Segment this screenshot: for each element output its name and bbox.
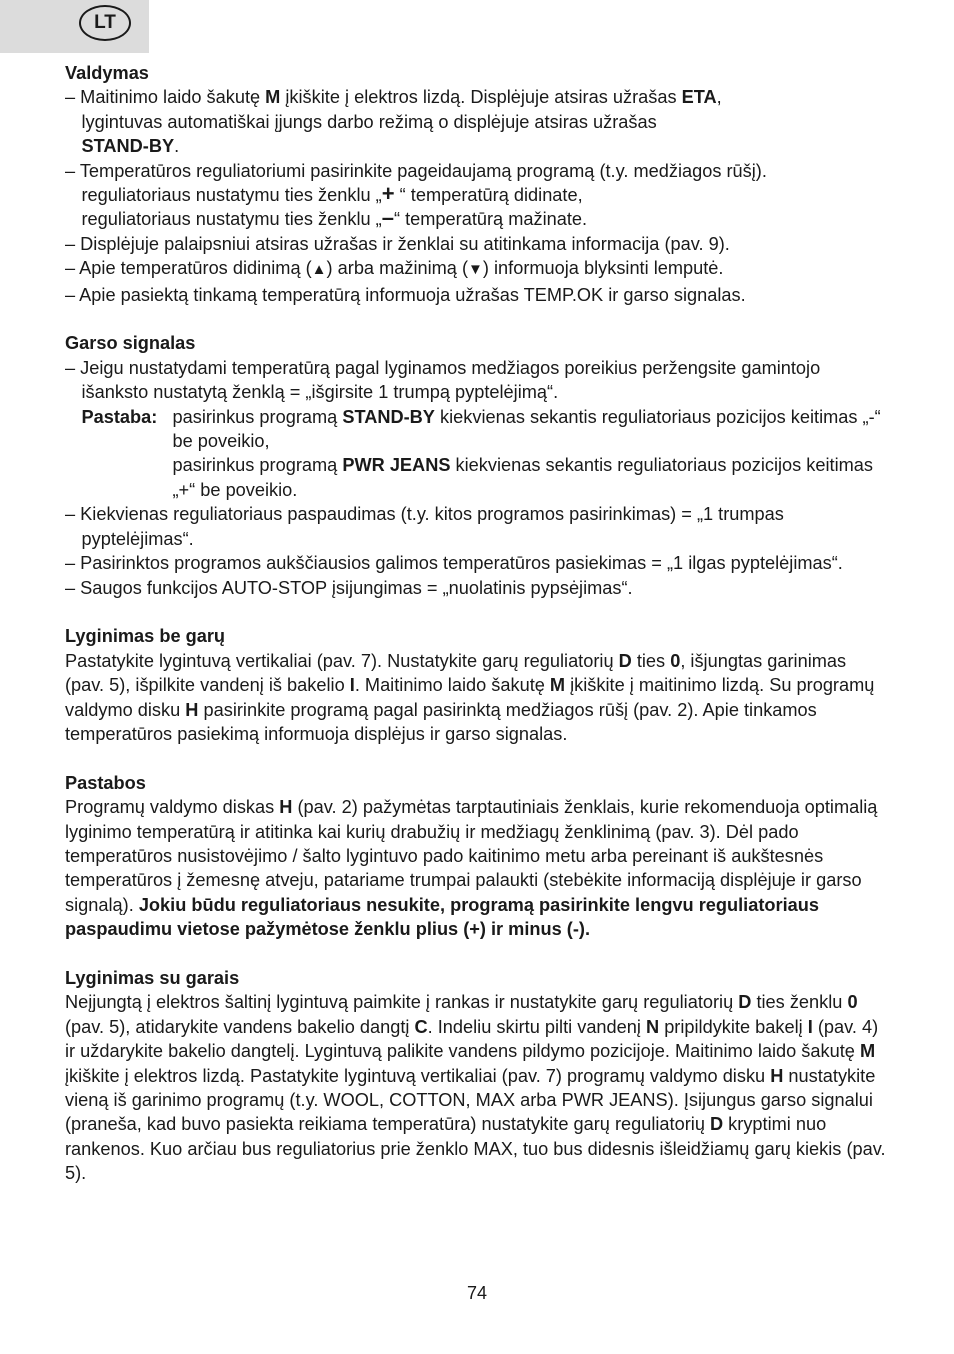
garso-item-2: – Kiekvienas reguliatoriaus paspaudimas (t.y. kitos programos pasirinkimas) = „1 trumpas pyptelėjimas“. — [65, 504, 784, 549]
valdymas-item-2: – Temperatūros reguliatoriumi pasirinkite pageidaujamą programą (t.y. medžiagos rūšį). reguliatoriaus nustatymu ties ženklu „+ “ temperatūrą didinate, reguliatoriaus nustatymu ties ženklu „–“ temperatūrą mažinate. — [65, 160, 767, 231]
su-garais-paragraph: Neįjungtą į elektros šaltinį lygintuvą paimkite į rankas ir nustatykite garų reguliatorių D ties ženklu 0 (pav. 5), atidarykite vandens bakelio dangtį C. Indeliu skirtu pilti vandenį N pripildykite bakelį I (pav. 4) ir uždarykite bakelio dangtelį. Lygintuvą palikite vandens pildymo pozicijoje. Maitinimo laido šakutę M įkiškite į elektros lizdą. Pastatykite lygintuvą vertikaliai (pav. 7) programų valdymo disku H nustatykite vieną iš garinimo programų (t.y. WOOL, COTTON, MAX arba PWR JEANS). Įsijungus garso signalui (praneša, kad buvo pasiekta reikiama temperatūra) nustatykite garų reguliatorių D kryptimi nuo rankenos. Kuo arčiau bus reguliatorius prie ženklo MAX, tuo bus didesnis išleidžiamų garų kiekis (pav. 5). — [65, 992, 886, 1184]
be-garu-paragraph: Pastatykite lygintuvą vertikaliai (pav. 7). Nustatykite garų reguliatorių D ties 0, išjungtas garinimas (pav. 5), išpilkite vandenį iš bakelio I. Maitinimo laido šakutę M įkiškite į maitinimo lizdą. Su programų valdymo disku H pasirinkite programą pagal pasirinktą medžiagos rūšį (pav. 2). Apie tinkamos temperatūros pasiekimą informuoja displėjus ir garso signalas. — [65, 650, 875, 744]
garso-item-1: – Jeigu nustatydami temperatūrą pagal lyginamos medžiagos poreikius peržengsite gamintojo išankstο nustatytą ženklą = „išgirsite 1 trumpą pyptelėjimą“. — [65, 357, 821, 403]
valdymas-item-4: – Apie temperatūros didinimą (▲) arba mažinimą (▼) informuoja blyksinti lemputė. — [65, 258, 724, 279]
section-heading-pastabos: Pastabos — [65, 772, 146, 793]
valdymas-item-5: – Apie pasiektą tinkamą temperatūrą informuoja užrašas TEMP.OK ir garso signalas. — [65, 284, 746, 305]
minus-symbol: – — [381, 205, 394, 231]
plus-symbol: + — [381, 181, 395, 207]
language-code: LT — [94, 12, 116, 33]
section-heading-garso-signalas: Garso signalas — [65, 333, 196, 354]
garso-item-4: – Saugos funkcijos AUTO-STOP įsijungimas = „nuolatinis pypsėjimas“. — [65, 577, 633, 598]
valdymas-item-3: – Displėjuje palaipsniui atsiras užrašas ir ženklai su atitinkama informacija (pav. 9). — [65, 233, 730, 254]
pastabos-paragraph: Programų valdymo diskas H (pav. 2) pažymėtas tarptautiniais ženklais, kurie rekomenduoja optimalią lyginimo temperatūrą ir atitinka kai kurių drabužių ir medžiagų ženklinimą (pav. 3). Dėl pado temperatūros nusistovėjimo / šalto lygintuvo pado kaitinimo metu arba pereinant iš aukštesnės temperatūros į žemesnę atveju, patariame trumpai palaukti (stebėkite informaciją displėjuje ir garso signalą). Jokiu būdu reguliatoriaus nesukite, programą pasirinkite lengvu reguliatoriaus paspaudimu vietose pažymėtose ženklu plius (+) ir minus (-). — [65, 797, 878, 940]
manual-content — [65, 61, 890, 1186]
section-heading-valdymas: Valdymas — [65, 63, 149, 83]
valdymas-item-1: – Maitinimo laido šakutę M įkiškite į elektros lizdą. Displėjuje atsiras užrašas ETA, lygintuvas automatiškai įjungs darbo režimą o displėjuje atsiras užrašas STAND-BY. — [65, 87, 722, 157]
language-badge — [79, 5, 131, 41]
note-label: Pastaba: — [81, 406, 158, 427]
note-line-1: pasirinkus programą STAND-BY kiekvienas sekantis reguliatoriaus pozicijos keitimas „-“ be poveikio, — [172, 406, 881, 452]
note-line-2: pasirinkus programą PWR JEANS kiekvienas sekantis reguliatoriaus pozicijos keitimas „+“ be poveikio. — [172, 455, 874, 500]
page-number: 74 — [466, 1283, 488, 1303]
section-heading-su-garais: Lyginimas su garais — [65, 967, 240, 988]
garso-item-3: – Pasirinktos programos aukščiausios galimos temperatūros pasiekimas = „1 ilgas pyptelėjimas“. — [65, 553, 843, 574]
triangle-down-icon: ▼ — [468, 261, 483, 279]
triangle-up-icon: ▲ — [311, 261, 327, 279]
section-heading-be-garu: Lyginimas be garų — [65, 626, 226, 647]
garso-note — [65, 405, 890, 503]
